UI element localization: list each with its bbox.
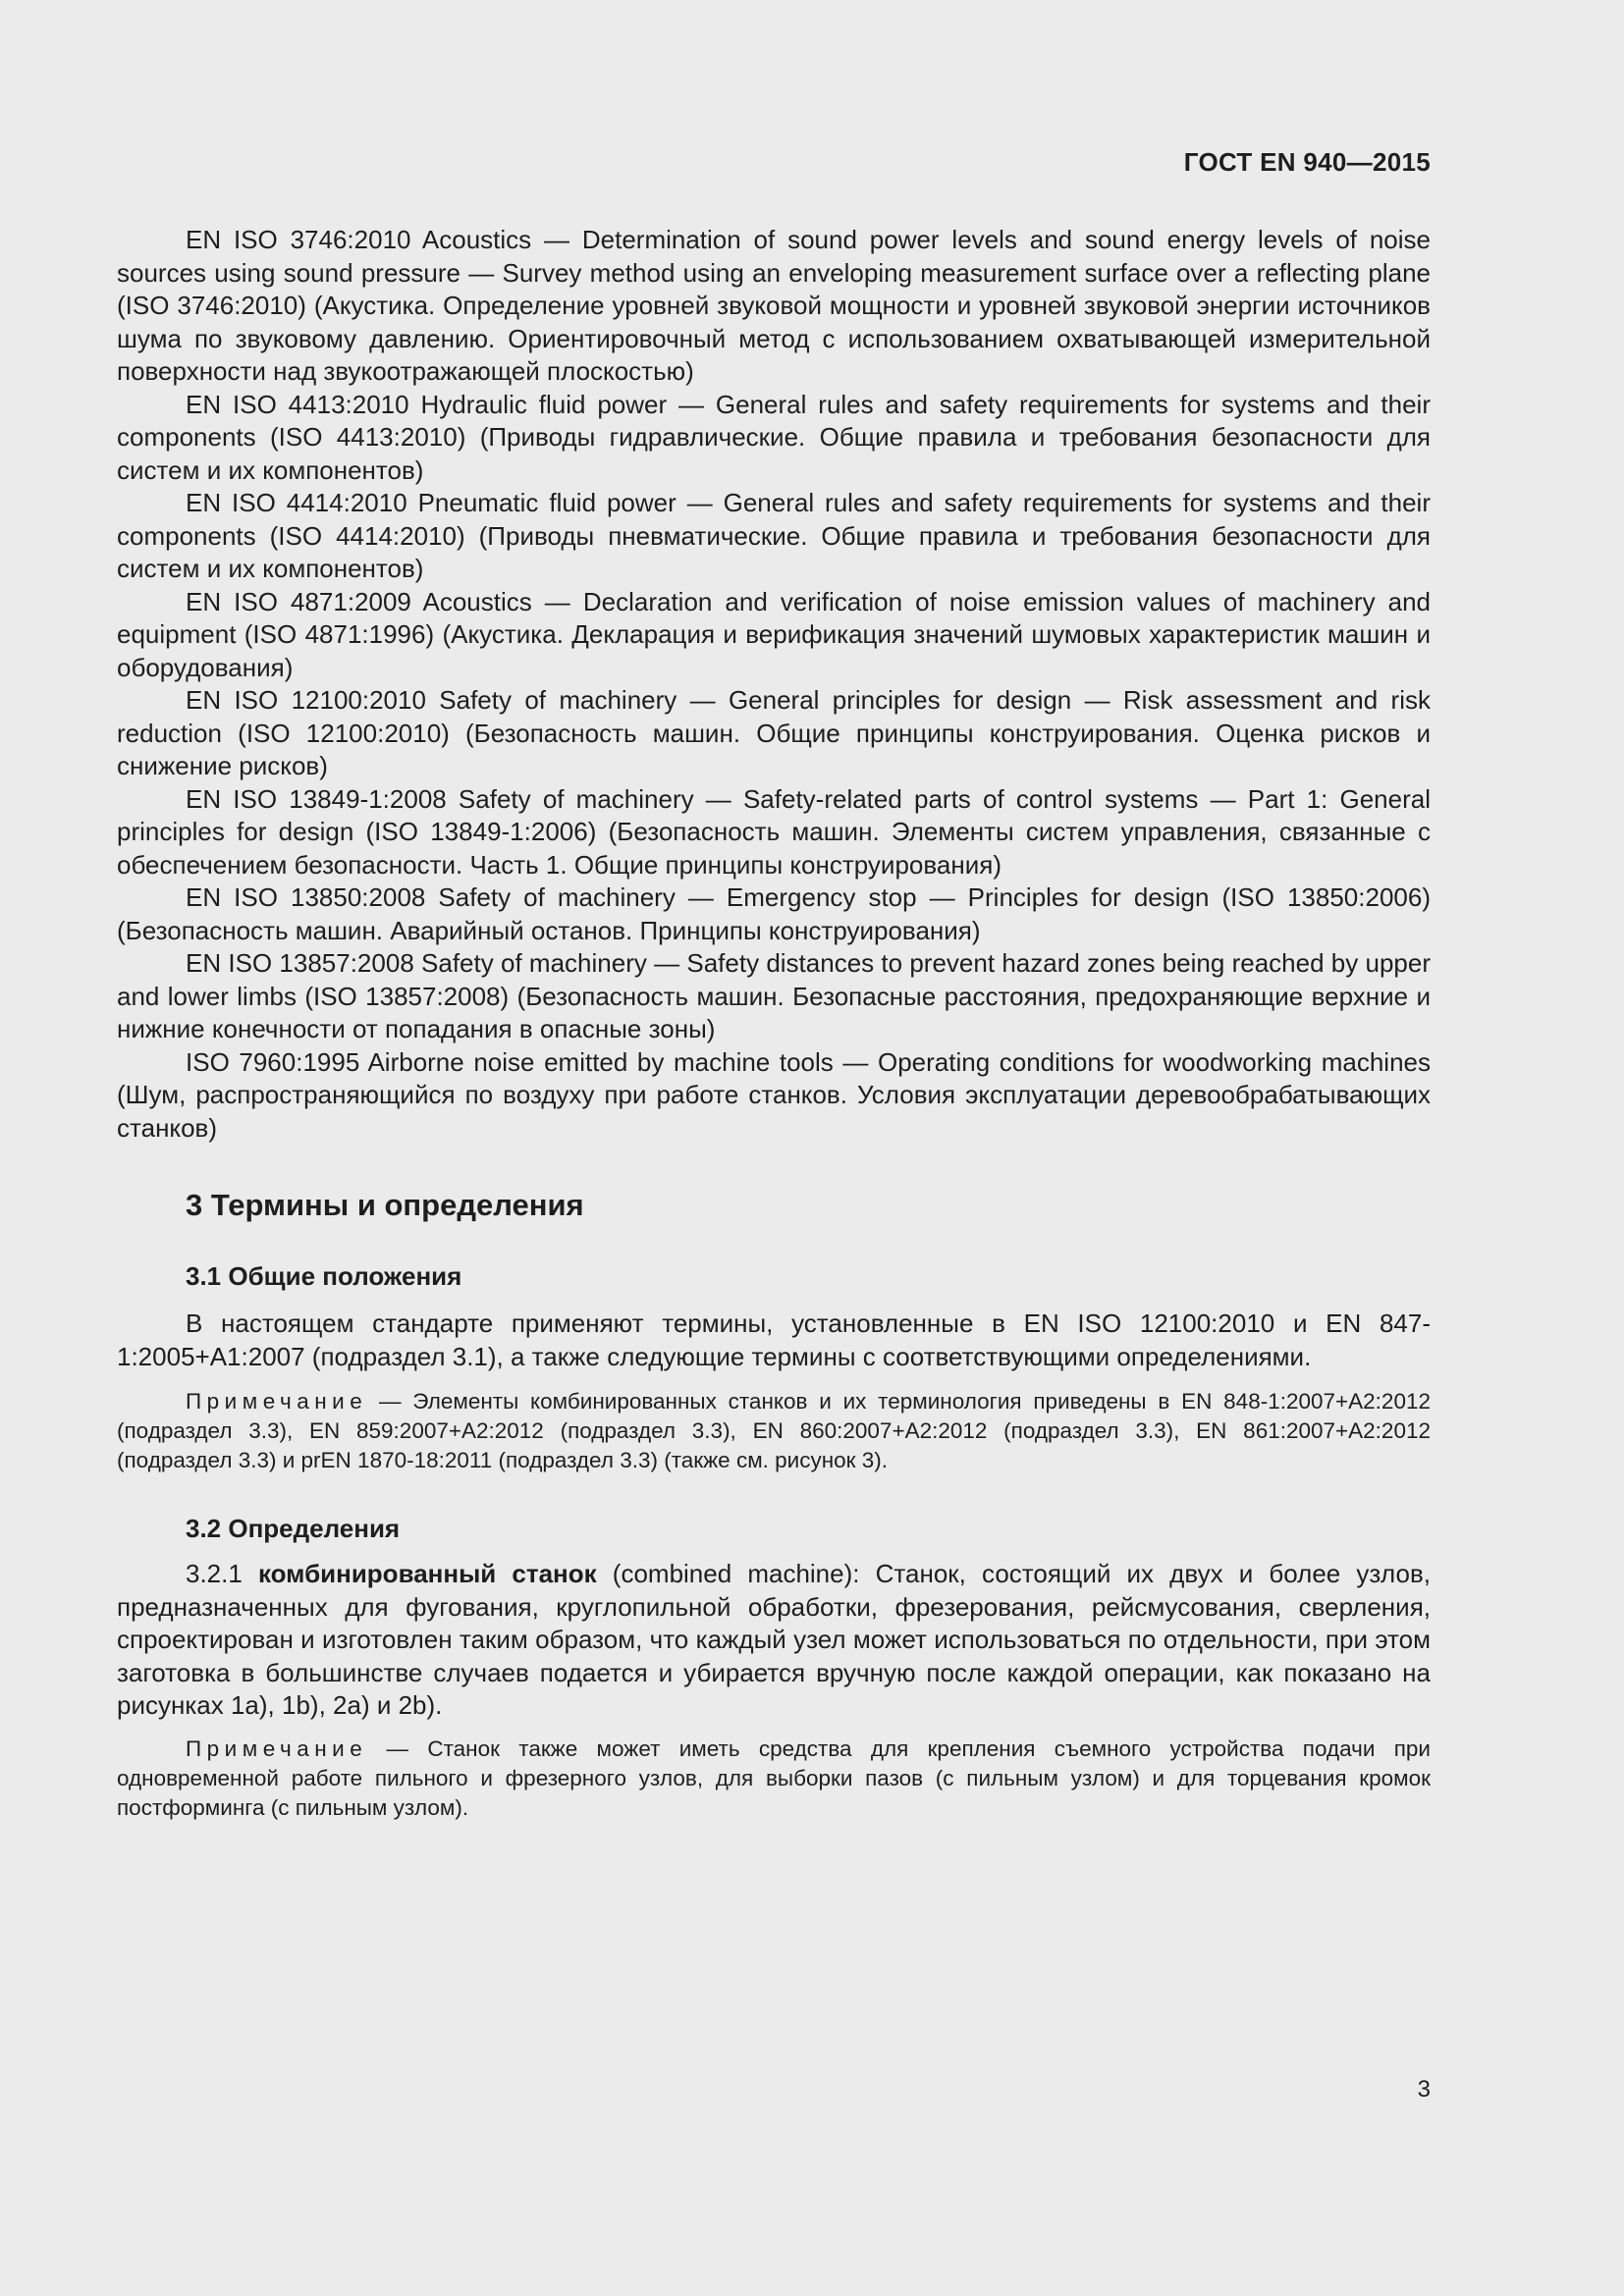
normative-reference: EN ISO 13857:2008 Safety of machinery — Safety distances to prevent hazard zones being reached by upper and lower limbs (ISO 13857:2008) (Безопасность машин. Безопасные расстояния, предохраняющие верхние и нижние конечности от попадания в опасные зоны) xyxy=(117,948,1431,1043)
document-code-header: ГОСТ EN 940—2015 xyxy=(1183,147,1431,177)
note-text: — Станок также может иметь средства для крепления съемного устройства подачи при одновременной работе пильного и фрезерного узлов, для выборки пазов (с пильным узлом) и для торцевания кромок постформинга (с пильным узлом). xyxy=(117,1735,1431,1820)
page-number: 3 xyxy=(1417,2076,1431,2103)
normative-reference: EN ISO 3746:2010 Acoustics — Determination of sound power levels and sound energy levels of noise sources using sound pressure — Survey method using an enveloping measurement surface over a reflecting plane (ISO 3746:2010) (Акустика. Определение уровней звуковой мощности и уровней звуковой энергии источников шума по звуковому давлению. Ориентировочный метод с использованием охватывающей измерительной поверхности над звукоотражающей плоскостью) xyxy=(117,225,1431,386)
page-content xyxy=(117,224,1431,1823)
note-label: Примечание xyxy=(186,1735,368,1761)
subsection-heading-definitions: 3.2 Определения xyxy=(186,1514,401,1543)
note-label: Примечание xyxy=(186,1389,368,1414)
term-definition: (combined machine): Станок, состоящий их двух и более узлов, предназначенных для фугования, круглопильной обработки, фрезерования, рейсмусования, сверления, спроектирован и изготовлен таким образом, что каждый узел может использоваться по отдельности, при этом заготовка в большинстве случаев подается и убирается вручную после каждой операции, как показано на рисунках 1a), 1b), 2a) и 2b). xyxy=(117,1559,1431,1720)
term-number: 3.2.1 xyxy=(186,1559,258,1588)
note-text: — Элементы комбинированных станков и их терминология приведены в EN 848-1:2007+A2:2012 (подраздел 3.3), EN 859:2007+A2:2012 (подраздел 3.3), EN 860:2007+A2:2012 (подраздел 3.3), EN 861:2007+A2:2012 (подраздел 3.3) и prEN 1870-18:2011 (подраздел 3.3) (также см. рисунок 3). xyxy=(117,1389,1431,1472)
note-paragraph xyxy=(117,1735,1431,1823)
note-paragraph xyxy=(117,1387,1431,1475)
term: комбинированный станок xyxy=(257,1559,597,1588)
definition-paragraph xyxy=(117,1558,1431,1723)
general-provisions-paragraph: В настоящем стандарте применяют термины, установленные в EN ISO 12100:2010 и EN 847-1:2005+A1:2007 (подраздел 3.1), а также следующие термины с соответствующими определениями. xyxy=(117,1308,1431,1371)
normative-reference: EN ISO 13850:2008 Safety of machinery — Emergency stop — Principles for design (ISO 13850:2006) (Безопасность машин. Аварийный останов. Принципы конструирования) xyxy=(117,882,1431,945)
normative-reference: EN ISO 13849-1:2008 Safety of machinery — Safety-related parts of control systems — Part 1: General principles for design (ISO 13849-1:2006) (Безопасность машин. Элементы систем управления, связанные с обеспечением безопасности. Часть 1. Общие принципы конструирования) xyxy=(117,783,1431,880)
normative-reference: EN ISO 12100:2010 Safety of machinery — General principles for design — Risk assessment and risk reduction (ISO 12100:2010) (Безопасность машин. Общие принципы конструирования. Оценка рисков и снижение рисков) xyxy=(117,685,1431,780)
section-heading: 3 Термины и определения xyxy=(186,1188,584,1222)
normative-reference: EN ISO 4871:2009 Acoustics — Declaration and verification of noise emission values of machinery and equipment (ISO 4871:1996) (Акустика. Декларация и верификация значений шумовых характеристик машин и оборудования) xyxy=(117,586,1431,682)
subsection-heading-general: 3.1 Общие положения xyxy=(186,1261,462,1291)
normative-reference: ISO 7960:1995 Airborne noise emitted by machine tools — Operating conditions for woodworking machines (Шум, распространяющийся по воздуху при работе станков. Условия эксплуатации деревообрабатывающих станков) xyxy=(117,1046,1431,1143)
normative-reference: EN ISO 4413:2010 Hydraulic fluid power — General rules and safety requirements for systems and their components (ISO 4413:2010) (Приводы гидравлические. Общие правила и требования безопасности для систем и их компонентов) xyxy=(117,389,1431,485)
normative-reference: EN ISO 4414:2010 Pneumatic fluid power — General rules and safety requirements for systems and their components (ISO 4414:2010) (Приводы пневматические. Общие правила и требования безопасности для систем и их компонентов) xyxy=(117,488,1431,583)
